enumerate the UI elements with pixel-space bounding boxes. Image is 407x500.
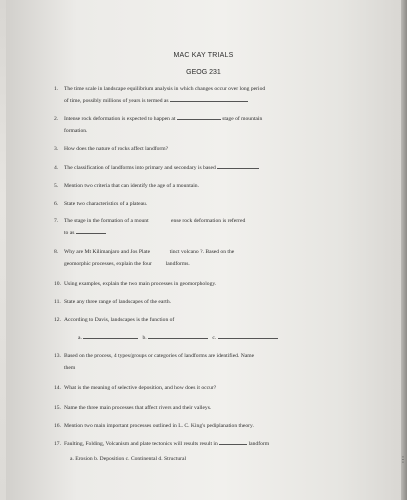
answer-blank [219, 438, 247, 445]
question-17: 17. Faulting, Folding, Volcanism and plate tectonics will results result in landform a. Erosion b. Deposition c. Continental d. Structural [64, 438, 364, 465]
answer-blank [170, 95, 248, 102]
answer-blank [148, 332, 208, 339]
question-10: 10. Using examples, explain the two main processes in geomorphology. [54, 281, 217, 287]
question-4: 4. The classification of landforms into primary and secondary is based [64, 162, 364, 174]
answer-blank [217, 162, 259, 169]
page-title: MAC KAY TRIALS [173, 52, 234, 59]
question-6: 6. State two characteristics of a plateau. [54, 201, 148, 207]
answer-blank [177, 113, 221, 120]
question-3: 3. How does the nature of rocks affect landform? [54, 146, 169, 152]
question-13: 13. Based on the process, 4 types/groups or categories of landforms are identified. Name them [54, 353, 255, 371]
question-12: 12. According to Davis, landscapes is the function of a. b. c. [64, 314, 364, 344]
question-5: 5. Mention two criteria that can identify the age of a mountain. [54, 183, 199, 189]
answer-blank [76, 227, 106, 234]
exam-paper [6, 0, 401, 500]
more-options-icon[interactable]: ⋮ [399, 455, 407, 464]
question-11: 11. State any three range of landscapes of the earth. [54, 299, 172, 305]
question-2: 2. Intense rock deformation is expected to happen at stage of mountain formation. [64, 113, 364, 137]
question-15: 15. Name the three main processes that affect rivers and their valleys. [54, 405, 212, 411]
question-1: 1. The time scale in landscape equilibrium analysis in which changes occur over long period of time, possibly millions of years is termed as [54, 86, 266, 104]
question-14: 14. What is the meaning of selective deposition, and how does it occur? [54, 385, 217, 391]
course-code: GEOG 231 [186, 69, 221, 76]
screen-edge [401, 0, 407, 500]
question-7: 7. The stage in the formation of a mount ense rock deformation is referred to as [54, 218, 246, 236]
answer-blank [83, 332, 138, 339]
answer-blank [218, 332, 278, 339]
question-8: 8. Why are Mt Kilimanjaro and Jos Plate tinct volcano ?. Based on the geomorphic processes, explain the four landforms. [54, 249, 235, 267]
question-16: 16. Mention two main important processes outlined in L. C. King's pediplanation theory. [54, 423, 254, 429]
